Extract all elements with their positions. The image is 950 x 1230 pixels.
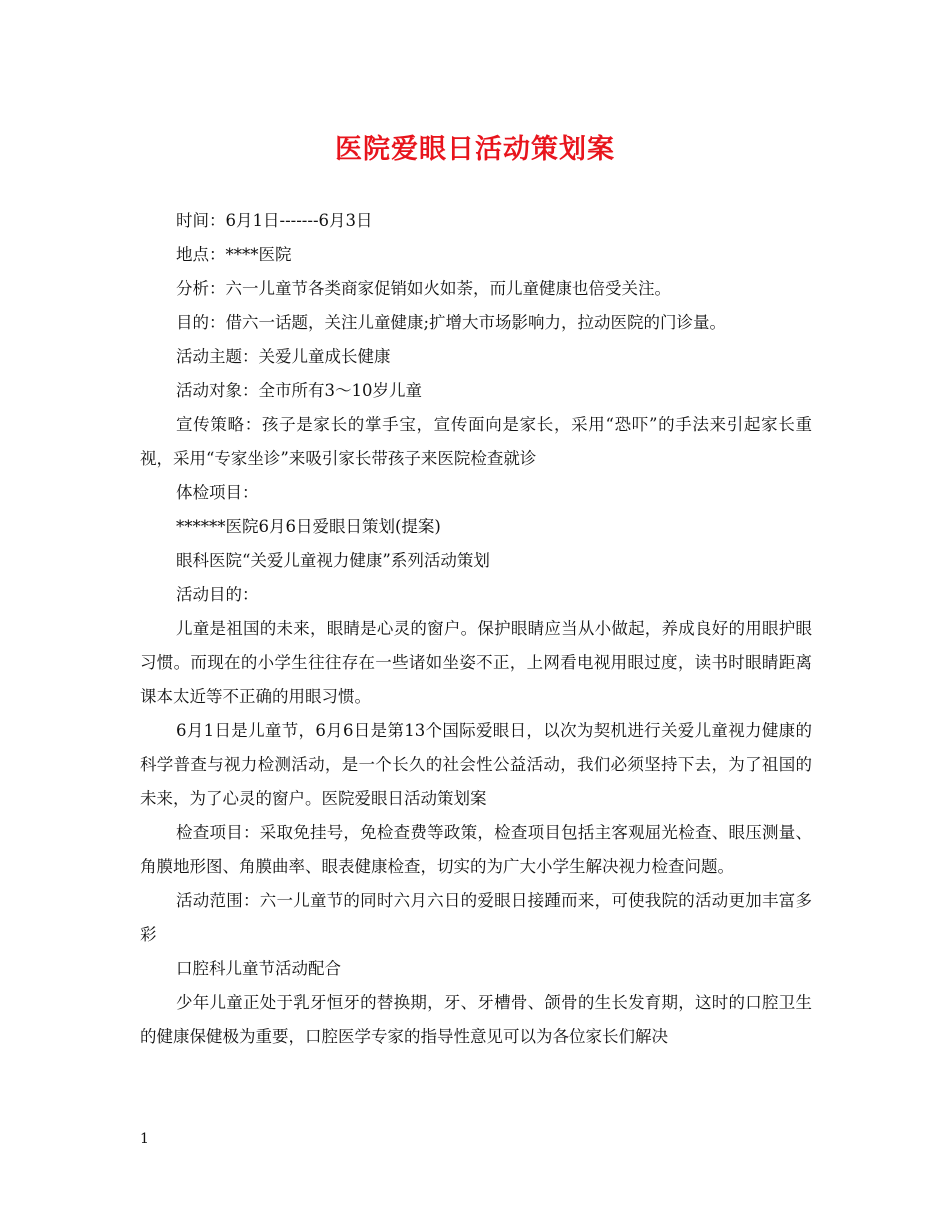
paragraph-location: 地点：****医院 <box>176 245 292 264</box>
paragraph-dental: 口腔科儿童节活动配合 <box>176 959 341 978</box>
paragraph-proposal: ******医院6月6日爱眼日策划(提案) <box>176 517 441 536</box>
paragraph-check-items: 检查项目：采取免挂号，免检查费等政策，检查项目包括主客观屈光检查、眼压测量、角膜地形图、角膜曲率、眼表健康检查，切实的为广大小学生解决视力检查问题。 <box>140 823 812 876</box>
paragraph-analysis: 分析：六一儿童节各类商家促销如火如荼，而儿童健康也倍受关注。 <box>176 279 671 298</box>
paragraph-checkup-heading: 体检项目： <box>176 483 259 502</box>
paragraph-time: 时间：6月1日-------6月3日 <box>176 211 373 230</box>
paragraph-eye-day: 6月1日是儿童节，6月6日是第13个国际爱眼日，以次为契机进行关爱儿童视力健康的科学普查与视力检测活动，是一个长久的社会性公益活动，我们必须坚持下去，为了祖国的未来，为了心灵的窗户。医院爱眼日活动策划案 <box>140 721 812 808</box>
page-number: 1 <box>140 1131 149 1147</box>
document-title: 医院爱眼日活动策划案 <box>335 134 615 165</box>
paragraph-children-future: 儿童是祖国的未来，眼睛是心灵的窗户。保护眼睛应当从小做起，养成良好的用眼护眼习惯。而现在的小学生往往存在一些诸如坐姿不正，上网看电视用眼过度，读书时眼睛距离课本太近等不正确的用眼习惯。 <box>140 619 812 706</box>
paragraph-audience: 活动对象：全市所有3～10岁儿童 <box>176 381 422 400</box>
paragraph-strategy: 宣传策略：孩子是家长的掌手宝，宣传面向是家长，采用“恐吓”的手法来引起家长重视，采用“专家坐诊”来吸引家长带孩子来医院检查就诊 <box>140 415 812 468</box>
paragraph-purpose: 目的：借六一话题，关注儿童健康;扩增大市场影响力，拉动医院的门诊量。 <box>176 313 727 332</box>
paragraph-goal-heading: 活动目的： <box>176 585 259 604</box>
document-body <box>140 204 812 1054</box>
paragraph-teeth: 少年儿童正处于乳牙恒牙的替换期，牙、牙槽骨、颌骨的生长发育期，这时的口腔卫生的健康保健极为重要，口腔医学专家的指导性意见可以为各位家长们解决 <box>140 993 812 1046</box>
paragraph-scope: 活动范围：六一儿童节的同时六月六日的爱眼日接踵而来，可使我院的活动更加丰富多彩 <box>140 891 812 944</box>
paragraph-theme: 活动主题：关爱儿童成长健康 <box>176 347 391 366</box>
paragraph-series: 眼科医院“关爱儿童视力健康”系列活动策划 <box>176 551 490 570</box>
